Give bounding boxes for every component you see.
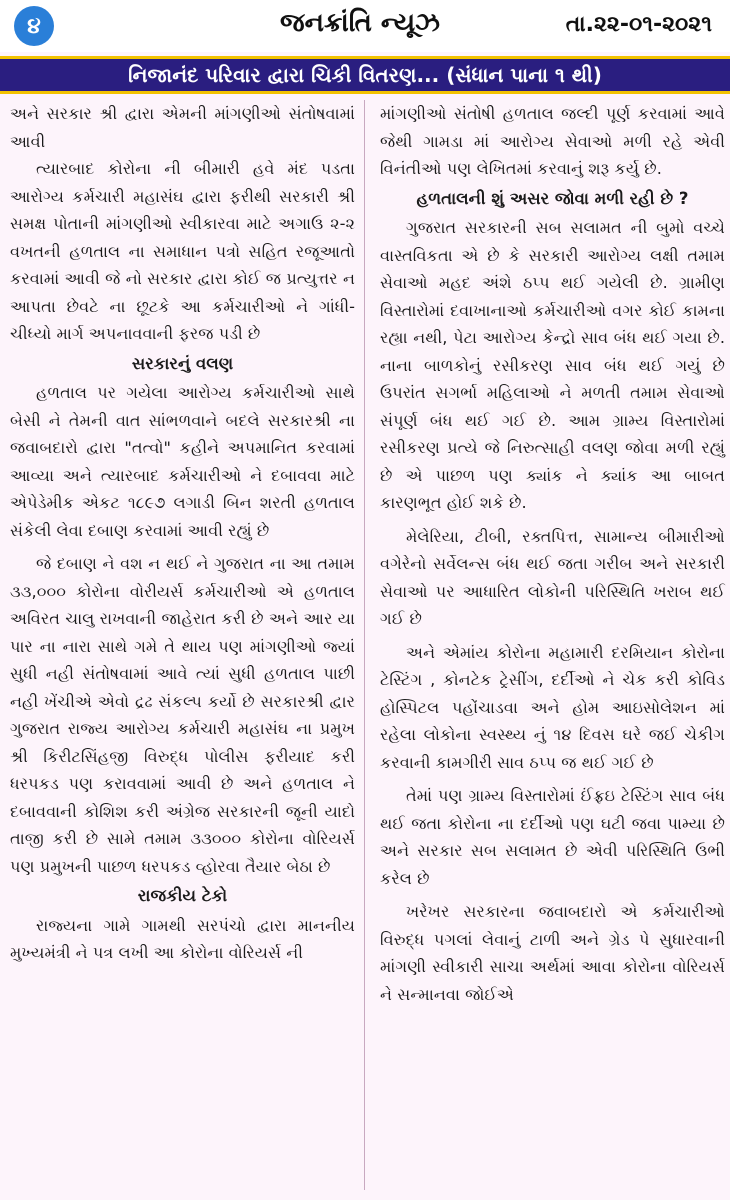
subheading: સરકારનું વલણ xyxy=(131,353,234,373)
paragraph: માંગણીઓ સંતોષી હળતાલ જલ્દી પૂર્ણ કરવામાં આવે જેથી ગામડા માં આરોગ્ય સેવાઓ મળી રહે એવી વિનંતીઓ પણ લેખિતમાં કરવાનું શરૂ કર્યુ છે. xyxy=(380,104,725,178)
subheading: રાજકીય ટેકો xyxy=(137,886,228,905)
column-divider xyxy=(364,100,365,1190)
paragraph: તેમાં પણ ગ્રામ્ય વિસ્તારોમાં ઈંફ્રઇ ટેસ્ટિંગ સાવ બંધ થઈ જતા કોરોના ના દર્દીઓ પણ ઘટી જવા પામ્યા છે અને સરકાર સબ સલામત છે એવી પરિસ્થિતિ ઉભી કરેલ છે xyxy=(380,786,725,888)
article-headline: નિજાનંદ પરિવાર દ્વારા ચિકી વિતરણ... (સંધાન પાના ૧ થી) xyxy=(0,56,730,94)
paragraph: ખરેખર સરકારના જવાબદારો એ કર્મચારીઓ વિરુદ્ધ પગલાં લેવાનું ટાળી અને ગ્રેડ પે સુધારવાની માંગણી સ્વીકારી સાચા અર્થમાં આવા કોરોના વોરિયર્સ ને સન્માનવા જોઈએ xyxy=(380,902,725,1004)
issue-date: તા.૨૨-૦૧-૨૦૨૧ xyxy=(565,12,712,37)
subheading: હળતાલની શું અસર જોવા મળી રહી છે ? xyxy=(416,188,689,208)
paragraph: ત્યારબાદ કોરોના ની બીમારી હવે મંદ પડતા આરોગ્ય કર્મચારી મહાસંઘ દ્વારા ફરીથી સરકારી શ્રી સમક્ષ પોતાની માંગણીઓ સ્વીકારવા માટે અગાઉ ૨-૨ વખતની હળતાલ ના સમાધાન પત્રો સહિત રજૂઆતો કરવામાં આવી જે નો સરકાર દ્વારા કોઈ જ પ્રત્યુત્તર ન આપતા છેવટે ના છૂટકે આ કર્મચારીઓ ને ગાંધી-ચીધ્યો માર્ગ અપનાવવાની ફરજ પડી છે xyxy=(10,159,355,343)
page-number-badge: ૪ xyxy=(14,6,54,46)
paragraph: અને એમાંય કોરોના મહામારી દરમિયાન કોરોના ટેસ્ટિંગ , કોનટેક ટ્રેસીંગ, દર્દીઓ ને ચેક કરી કોવિડ હોસ્પિટલ પહોંચાડવા અને હોમ આઇસોલેશન માં રહેલા લોકોના સ્વસ્થ્ય નું ૧૪ દિવસ ઘરે જઈ ચેકીગ કરવાની કામગીરી સાવ ઠપ્પ જ થઈ ગઈ છે xyxy=(380,642,725,772)
masthead xyxy=(0,0,730,52)
paragraph: ગુજરાત સરકારની સબ સલામત ની બુમો વચ્ચે વાસ્તવિકતા એ છે કે સરકારી આરોગ્ય લક્ષી તમામ સેવાઓ મહદ અંશે ઠપ્પ થઈ ગયેલી છે. ગ્રામીણ વિસ્તારોમાં દવાખાનાઓ કર્મચારીઓ વગર કોઈ કામના રહ્યા નથી, પેટા આરોગ્ય કેન્દ્રો સાવ બંધ થઈ ગયા છે. નાના બાળકોનું રસીકરણ સાવ બંધ થઈ ગયું છે ઉપરાંત સગર્ભા મહિલાઓ ને મળતી તમામ સેવાઓ સંપૂર્ણ બંધ થઈ ગઈ છે. આમ ગ્રામ્ય વિસ્તારોમાં રસીકરણ પ્રત્યે જે નિરુત્સાહી વલણ જોવા મળી રહ્યું છે એ પાછળ પણ ક્યાંક ને ક્યાંક આ બાબત કારણભૂત હોઈ શકે છે. xyxy=(380,218,725,512)
left-column xyxy=(10,100,355,967)
right-column xyxy=(380,100,725,1008)
paragraph: મેલેરિયા, ટીબી, રક્તપિત્ત, સામાન્ય બીમારીઓ વગેરેનો સર્વેલન્સ બંધ થઈ જતા ગરીબ અને સરકારી સેવાઓ પર આધારિત લોકોની પરિસ્થિતિ ખરાબ થઈ ગઈ છે xyxy=(380,526,725,628)
paragraph: જે દબાણ ને વશ ન થઈ ને ગુજરાત ના આ તમામ ૩૩,૦૦૦ કોરોના વોરીયર્સ કર્મચારીઓ એ હળતાલ અવિરત ચાલુ રાખવાની જાહેરાત કરી છે અને આર યા પાર ના નારા સાથે ગમે તે થાય પણ માંગણીઓ જ્યાં સુધી નહી સંતોષવામાં આવે ત્યાં સુધી હળતાલ પાછી નહી ખેંચીએ એવો દ્રઢ સંકલ્પ કર્યો છે સરકારશ્રી દ્વાર ગુજરાત રાજ્ય આરોગ્ય કર્મચારી મહાસંઘ ના પ્રમુખ શ્રી કિરીટસિંહજી વિરુદ્ધ પોલીસ ફરીયાદ કરી ધરપકડ પણ કરાવવામાં આવી છે અને હળતાલ ને દબાવવાની કોશિશ કરી અંગ્રેજ સરકારની જૂની યાદો તાજી કરી છે સામે તમામ ૩૩૦૦૦ કોરોના વોરિયર્સ પણ પ્રમુખની પાછળ ધરપકડ વ્હોરવા તૈયાર બેઠા છે xyxy=(10,554,355,876)
paragraph: રાજ્યના ગામે ગામથી સરપંચો દ્વારા માનનીય મુખ્યમંત્રી ને પત્ર લખી આ કોરોના વોરિયર્સ ની xyxy=(10,915,355,962)
newspaper-name: જનક્રાંતિ ન્યૂઝ xyxy=(280,8,440,38)
paragraph: હળતાલ પર ગયેલા આરોગ્ય કર્મચારીઓ સાથે બેસી ને તેમની વાત સાંભળવાને બદલે સરકારશ્રી ના જવાબદારો દ્વારા "તત્વો" કહીને અપમાનિત કરવામાં આવ્યા અને ત્યારબાદ કર્મચારીઓ ને દબાવવા માટે એપેડેમીક એકટ ૧૮૯૭ લગાડી બિન શરતી હળતાલ સંકેલી લેવા દબાણ કરવામાં આવી રહ્યું છે xyxy=(10,383,355,540)
paragraph: અને સરકાર શ્રી દ્વારા એમની માંગણીઓ સંતોષવામાં આવી xyxy=(10,104,355,151)
